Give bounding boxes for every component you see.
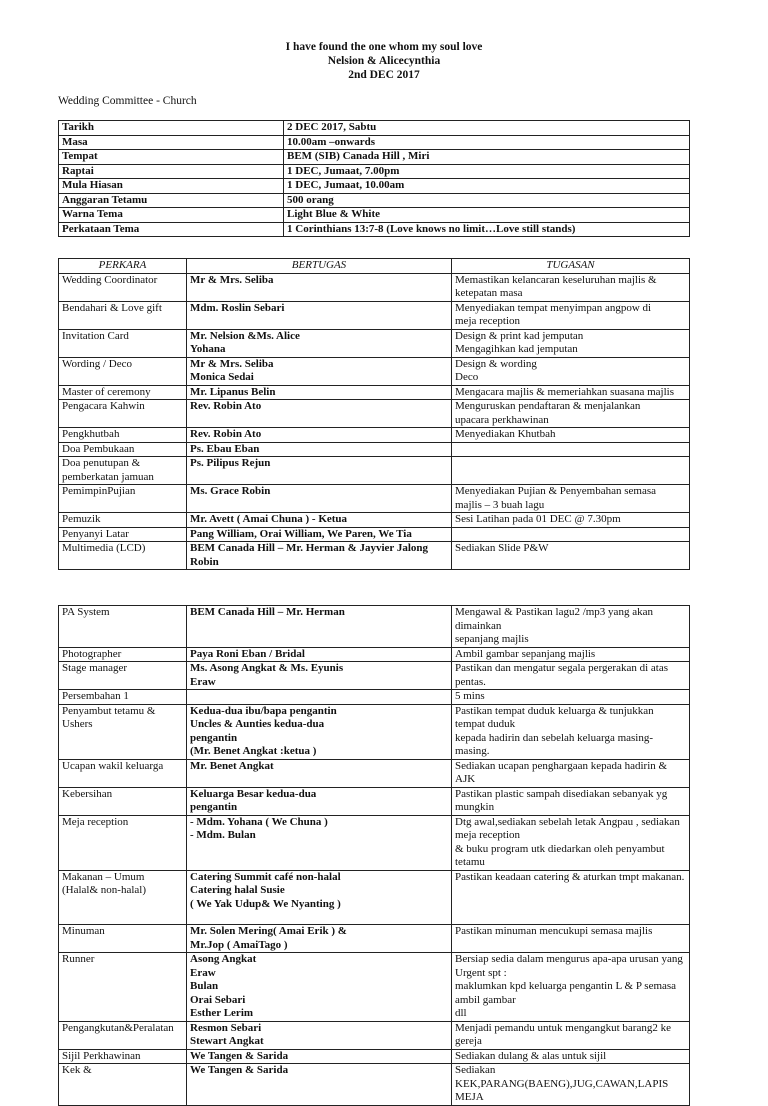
tugasan-cell (452, 357, 690, 385)
duty-row (59, 442, 690, 457)
cell-line: Kedua-dua ibu/bapa pengantin (190, 704, 337, 717)
duty-row (59, 301, 690, 329)
duty-row (59, 953, 690, 1022)
cell-line: Pastikan plastic sampah disediakan sebanyak yg mungkin (455, 787, 668, 813)
cell-line: Esther Lerim (190, 1007, 254, 1019)
bertugas-cell (187, 513, 452, 528)
cell-line: Sediakan Slide P&W (455, 542, 549, 554)
cell-line: We Tangen & Sarida (190, 1049, 289, 1062)
cell-line: Catering Summit café non-halal (190, 870, 341, 883)
perkara-cell (59, 690, 187, 705)
tugasan-cell (452, 1049, 690, 1064)
info-label: Raptai (59, 164, 284, 179)
perkara-cell (59, 815, 187, 870)
cell-line: Ucapan wakil keluarga (62, 759, 164, 772)
bertugas-cell (187, 527, 452, 542)
cell-line: Master of ceremony (62, 385, 151, 398)
cell-line: Orai Sebari (190, 993, 246, 1006)
cell-line: 5 mins (455, 690, 485, 702)
info-label: Mula Hiasan (59, 179, 284, 194)
cell-line: Pengkhutbah (62, 428, 120, 440)
cell-line: Pastikan minuman mencukupi semasa majlis (455, 925, 653, 937)
duty-row (59, 787, 690, 815)
perkara-cell (59, 759, 187, 787)
perkara-cell (59, 329, 187, 357)
perkara-cell (59, 513, 187, 528)
bertugas-cell (187, 301, 452, 329)
bertugas-cell (187, 662, 452, 690)
cell-line: sepanjang majlis (455, 633, 529, 645)
cell-line: Wording / Deco (62, 357, 132, 370)
perkara-cell (59, 457, 187, 485)
perkara-cell (59, 647, 187, 662)
column-header: BERTUGAS (187, 259, 452, 274)
cell-line: upacara perkhawinan (455, 413, 549, 426)
bertugas-cell (187, 1049, 452, 1064)
duty-header-row (59, 259, 690, 274)
tugasan-cell (452, 1064, 690, 1106)
perkara-cell (59, 662, 187, 690)
bertugas-cell (187, 606, 452, 648)
cell-line: Menyediakan Khutbah (455, 428, 556, 440)
cell-line: Pang William, Orai William, We Paren, We Tia (190, 527, 412, 540)
duty-row (59, 815, 690, 870)
cell-line: Asong Angkat (190, 953, 257, 965)
bertugas-cell (187, 704, 452, 759)
cell-line: Pastikan tempat duduk keluarga & tunjukkan tempat duduk (455, 704, 654, 730)
cell-line: Multimedia (LCD) (62, 542, 146, 554)
cell-line: Mr & Mrs. Seliba (190, 273, 274, 286)
cell-line: Stewart Angkat (190, 1035, 264, 1047)
tugasan-cell (452, 385, 690, 400)
duty-row (59, 870, 690, 925)
cell-line: meja reception (455, 315, 521, 327)
cell-line: Mr. Benet Angkat (190, 759, 274, 772)
cell-line: Sediakan ucapan penghargaan kepada hadirin & AJK (455, 759, 668, 785)
bertugas-cell (187, 400, 452, 428)
tugasan-cell (452, 606, 690, 648)
cell-line: ketepatan masa (455, 287, 523, 299)
event-info-table (58, 120, 690, 237)
cell-line: Mengagihkan kad jemputan (455, 343, 578, 355)
duty-row (59, 542, 690, 570)
info-label: Perkataan Tema (59, 222, 284, 237)
tugasan-cell (452, 662, 690, 690)
cell-line: Invitation Card (62, 329, 129, 342)
tugasan-cell (452, 787, 690, 815)
perkara-cell (59, 428, 187, 443)
info-row (59, 150, 690, 165)
tugasan-cell (452, 815, 690, 870)
cell-line: & buku program utk diedarkan oleh penyambut tetamu (455, 842, 665, 868)
duty-row (59, 1021, 690, 1049)
tugasan-cell (452, 273, 690, 301)
cell-line: Makanan – Umum (62, 870, 145, 883)
cell-line: Mr. Avett ( Amai Chuna ) - Ketua (190, 513, 348, 525)
cell-line: Deco (455, 371, 479, 383)
cell-line: Mr.Jop ( AmaiTago ) (190, 938, 288, 951)
document-header (0, 40, 768, 82)
cell-line: Ps. Pilipus Rejun (190, 457, 271, 469)
cell-line: Design & print kad jemputan (455, 329, 584, 342)
cell-line: Rev. Robin Ato (190, 428, 262, 440)
perkara-cell (59, 385, 187, 400)
cell-line: Minuman (62, 925, 105, 937)
cell-line: pengantin (190, 801, 238, 813)
cell-line: Bendahari & Love gift (62, 301, 162, 314)
cell-line: maklumkan kpd keluarga pengantin L & P semasa ambil gambar (455, 980, 677, 1006)
duty-row (59, 273, 690, 301)
cell-line: ( We Yak Udup& We Nyanting ) (190, 897, 341, 910)
bertugas-cell (187, 273, 452, 301)
cell-line: Monica Sedai (190, 371, 254, 383)
perkara-cell (59, 542, 187, 570)
cell-line: Doa Pembukaan (62, 442, 135, 455)
perkara-cell (59, 442, 187, 457)
perkara-cell (59, 704, 187, 759)
cell-line: We Tangen & Sarida (190, 1064, 289, 1076)
cell-line: Menyediakan tempat menyimpan angpow di (455, 301, 652, 314)
column-header: PERKARA (59, 259, 187, 274)
cell-line: Photographer (62, 647, 122, 660)
perkara-cell (59, 1021, 187, 1049)
couple-names: Nelsion & Alicecynthia (327, 55, 441, 67)
cell-line: Kek & (62, 1064, 92, 1076)
tugasan-cell (452, 457, 690, 485)
bertugas-cell (187, 690, 452, 705)
tugasan-cell (452, 925, 690, 953)
cell-line: Persembahan 1 (62, 690, 129, 702)
cell-line: Mengawal & Pastikan lagu2 /mp3 yang akan dimainkan (455, 606, 653, 632)
bertugas-cell (187, 815, 452, 870)
cell-line: Catering halal Susie (190, 884, 285, 896)
bertugas-cell (187, 1021, 452, 1049)
cell-line: PemimpinPujian (62, 485, 136, 497)
bertugas-cell (187, 1064, 452, 1106)
cell-line: Menjadi pemandu untuk mengangkut barang2 ke gereja (455, 1021, 671, 1047)
duty-row (59, 329, 690, 357)
info-label: Masa (59, 135, 284, 150)
tugasan-cell (452, 647, 690, 662)
cell-line: PA System (62, 606, 110, 618)
perkara-cell (59, 870, 187, 925)
duty-row (59, 1049, 690, 1064)
cell-line: Dtg awal,sediakan sebelah letak Angpau , sediakan meja reception (455, 815, 680, 841)
info-row (59, 164, 690, 179)
info-row (59, 222, 690, 237)
cell-line: Mdm. Roslin Sebari (190, 301, 285, 314)
cell-line: (Mr. Benet Angkat :ketua ) (190, 745, 317, 757)
bertugas-cell (187, 787, 452, 815)
wedding-date: 2nd DEC 2017 (348, 69, 420, 81)
tugasan-cell (452, 485, 690, 513)
cell-line: Kebersihan (62, 787, 113, 800)
info-value: BEM (SIB) Canada Hill , Miri (284, 150, 690, 165)
cell-line: Sediakan KEK,PARANG(BAENG),JUG,CAWAN,LAPIS MEJA (455, 1064, 669, 1103)
duty-row (59, 662, 690, 690)
tugasan-cell (452, 400, 690, 428)
bertugas-cell (187, 925, 452, 953)
bertugas-cell (187, 442, 452, 457)
perkara-cell (59, 273, 187, 301)
info-label: Tarikh (59, 121, 284, 136)
cell-line: Menyediakan Pujian & Penyembahan semasa (455, 485, 657, 497)
cell-line: Memastikan kelancaran keseluruhan majlis & (455, 273, 657, 286)
cell-line: - Mdm. Bulan (190, 829, 256, 841)
info-row (59, 208, 690, 223)
tugasan-cell (452, 704, 690, 759)
info-value: 500 orang (284, 193, 690, 208)
perkara-cell (59, 787, 187, 815)
tugasan-cell (452, 301, 690, 329)
cell-line: Stage manager (62, 662, 128, 674)
cell-line: - Mdm. Yohana ( We Chuna ) (190, 815, 328, 828)
cell-line: Ps. Ebau Eban (190, 442, 260, 455)
cell-line: Pastikan dan mengatur segala pergerakan di atas pentas. (455, 662, 668, 688)
bertugas-cell (187, 647, 452, 662)
info-label: Warna Tema (59, 208, 284, 223)
cell-line: pengantin (190, 731, 238, 744)
cell-line: Sediakan dulang & alas untuk sijil (455, 1049, 607, 1062)
perkara-cell (59, 301, 187, 329)
duty-row (59, 759, 690, 787)
column-header: TUGASAN (452, 259, 690, 274)
cell-line: Pemuzik (62, 513, 101, 525)
cell-line: Mr & Mrs. Seliba (190, 357, 274, 370)
perkara-cell (59, 953, 187, 1022)
duty-table-continued (58, 605, 690, 1106)
duty-row (59, 527, 690, 542)
tugasan-cell (452, 759, 690, 787)
cell-line: Bulan (190, 980, 219, 992)
cell-line: Ms. Asong Angkat & Ms. Eyunis (190, 662, 344, 674)
cell-line: pemberkatan jamuan (62, 470, 154, 483)
tugasan-cell (452, 953, 690, 1022)
cell-line: Penyanyi Latar (62, 527, 129, 540)
cell-line: Menguruskan pendaftaran & menjalankan (455, 400, 641, 412)
tugasan-cell (452, 542, 690, 570)
info-row (59, 193, 690, 208)
duty-row (59, 385, 690, 400)
bertugas-cell (187, 953, 452, 1022)
cell-line: Rev. Robin Ato (190, 400, 262, 412)
info-value: 2 DEC 2017, Sabtu (284, 121, 690, 136)
duty-row (59, 690, 690, 705)
tugasan-cell (452, 428, 690, 443)
cell-line: Sesi Latihan pada 01 DEC @ 7.30pm (455, 513, 621, 525)
cell-line: Ms. Grace Robin (190, 485, 271, 497)
bertugas-cell (187, 542, 452, 570)
bertugas-cell (187, 759, 452, 787)
cell-line: majlis – 3 buah lagu (455, 498, 545, 511)
cell-line: Design & wording (455, 357, 537, 370)
bertugas-cell (187, 870, 452, 925)
cell-line: Mr. Solen Mering( Amai Erik ) & (190, 925, 347, 937)
info-value: 10.00am –onwards (284, 135, 690, 150)
tugasan-cell (452, 513, 690, 528)
bertugas-cell (187, 385, 452, 400)
cell-line: Bersiap sedia dalam mengurus apa-apa urusan yang Urgent spt : (455, 953, 683, 979)
duty-row (59, 1064, 690, 1106)
cell-line: Penyambut tetamu & (62, 704, 156, 717)
cell-line: Eraw (190, 675, 216, 688)
cell-line: Wedding Coordinator (62, 273, 158, 286)
cell-line: Yohana (190, 343, 226, 355)
duty-row (59, 400, 690, 428)
tugasan-cell (452, 527, 690, 542)
perkara-cell (59, 925, 187, 953)
cell-line: Pengangkutan&Peralatan (62, 1021, 174, 1034)
info-row (59, 121, 690, 136)
cell-line: Ambil gambar sepanjang majlis (455, 647, 596, 660)
tugasan-cell (452, 442, 690, 457)
duty-row (59, 606, 690, 648)
cell-line: Runner (62, 953, 95, 965)
cell-line: Robin (190, 555, 219, 568)
info-row (59, 179, 690, 194)
perkara-cell (59, 357, 187, 385)
bertugas-cell (187, 457, 452, 485)
duty-row (59, 925, 690, 953)
cell-line: Doa penutupan & (62, 457, 141, 469)
info-label: Tempat (59, 150, 284, 165)
cell-line: BEM Canada Hill – Mr. Herman (190, 606, 345, 618)
cell-line: Meja reception (62, 815, 129, 828)
bertugas-cell (187, 329, 452, 357)
info-row (59, 135, 690, 150)
tugasan-cell (452, 870, 690, 925)
duty-row (59, 457, 690, 485)
bertugas-cell (187, 428, 452, 443)
info-value: 1 DEC, Jumaat, 7.00pm (284, 164, 690, 179)
duty-row (59, 513, 690, 528)
cell-line: Pastikan keadaan catering & aturkan tmpt makanan. (455, 870, 685, 883)
cell-line: dll (455, 1007, 467, 1019)
duty-row (59, 647, 690, 662)
cell-line: Mengacara majlis & memeriahkan suasana majlis (455, 385, 675, 398)
cell-line: Uncles & Aunties kedua-dua (190, 718, 325, 730)
cell-line: Pengacara Kahwin (62, 400, 145, 412)
perkara-cell (59, 485, 187, 513)
title-line: I have found the one whom my soul love (285, 41, 483, 53)
tugasan-cell (452, 329, 690, 357)
info-value: 1 Corinthians 13:7-8 (Love knows no limit…Love still stands) (284, 222, 690, 237)
committee-subtitle: Wedding Committee - Church (58, 95, 197, 107)
duty-row (59, 428, 690, 443)
bertugas-cell (187, 357, 452, 385)
duty-row (59, 357, 690, 385)
duty-row (59, 704, 690, 759)
cell-line: Sijil Perkhawinan (62, 1049, 141, 1062)
info-value: 1 DEC, Jumaat, 10.00am (284, 179, 690, 194)
cell-line: Keluarga Besar kedua-dua (190, 787, 317, 800)
cell-line: Paya Roni Eban / Bridal (190, 647, 305, 660)
cell-line: Mr. Nelsion &Ms. Alice (190, 329, 300, 342)
bertugas-cell (187, 485, 452, 513)
cell-line: Eraw (190, 966, 216, 979)
duty-table (58, 258, 690, 570)
tugasan-cell (452, 1021, 690, 1049)
perkara-cell (59, 527, 187, 542)
tugasan-cell (452, 690, 690, 705)
cell-line: Ushers (62, 718, 93, 730)
perkara-cell (59, 1064, 187, 1106)
cell-line: Resmon Sebari (190, 1021, 262, 1034)
cell-line: BEM Canada Hill – Mr. Herman & Jayvier Jalong (190, 542, 429, 554)
perkara-cell (59, 606, 187, 648)
duty-row (59, 485, 690, 513)
cell-line: (Halal& non-halal) (62, 884, 146, 896)
info-value: Light Blue & White (284, 208, 690, 223)
cell-line: kepada hadirin dan sebelah keluarga masing-masing. (455, 731, 654, 757)
perkara-cell (59, 400, 187, 428)
info-label: Anggaran Tetamu (59, 193, 284, 208)
cell-line: Mr. Lipanus Belin (190, 385, 276, 398)
perkara-cell (59, 1049, 187, 1064)
